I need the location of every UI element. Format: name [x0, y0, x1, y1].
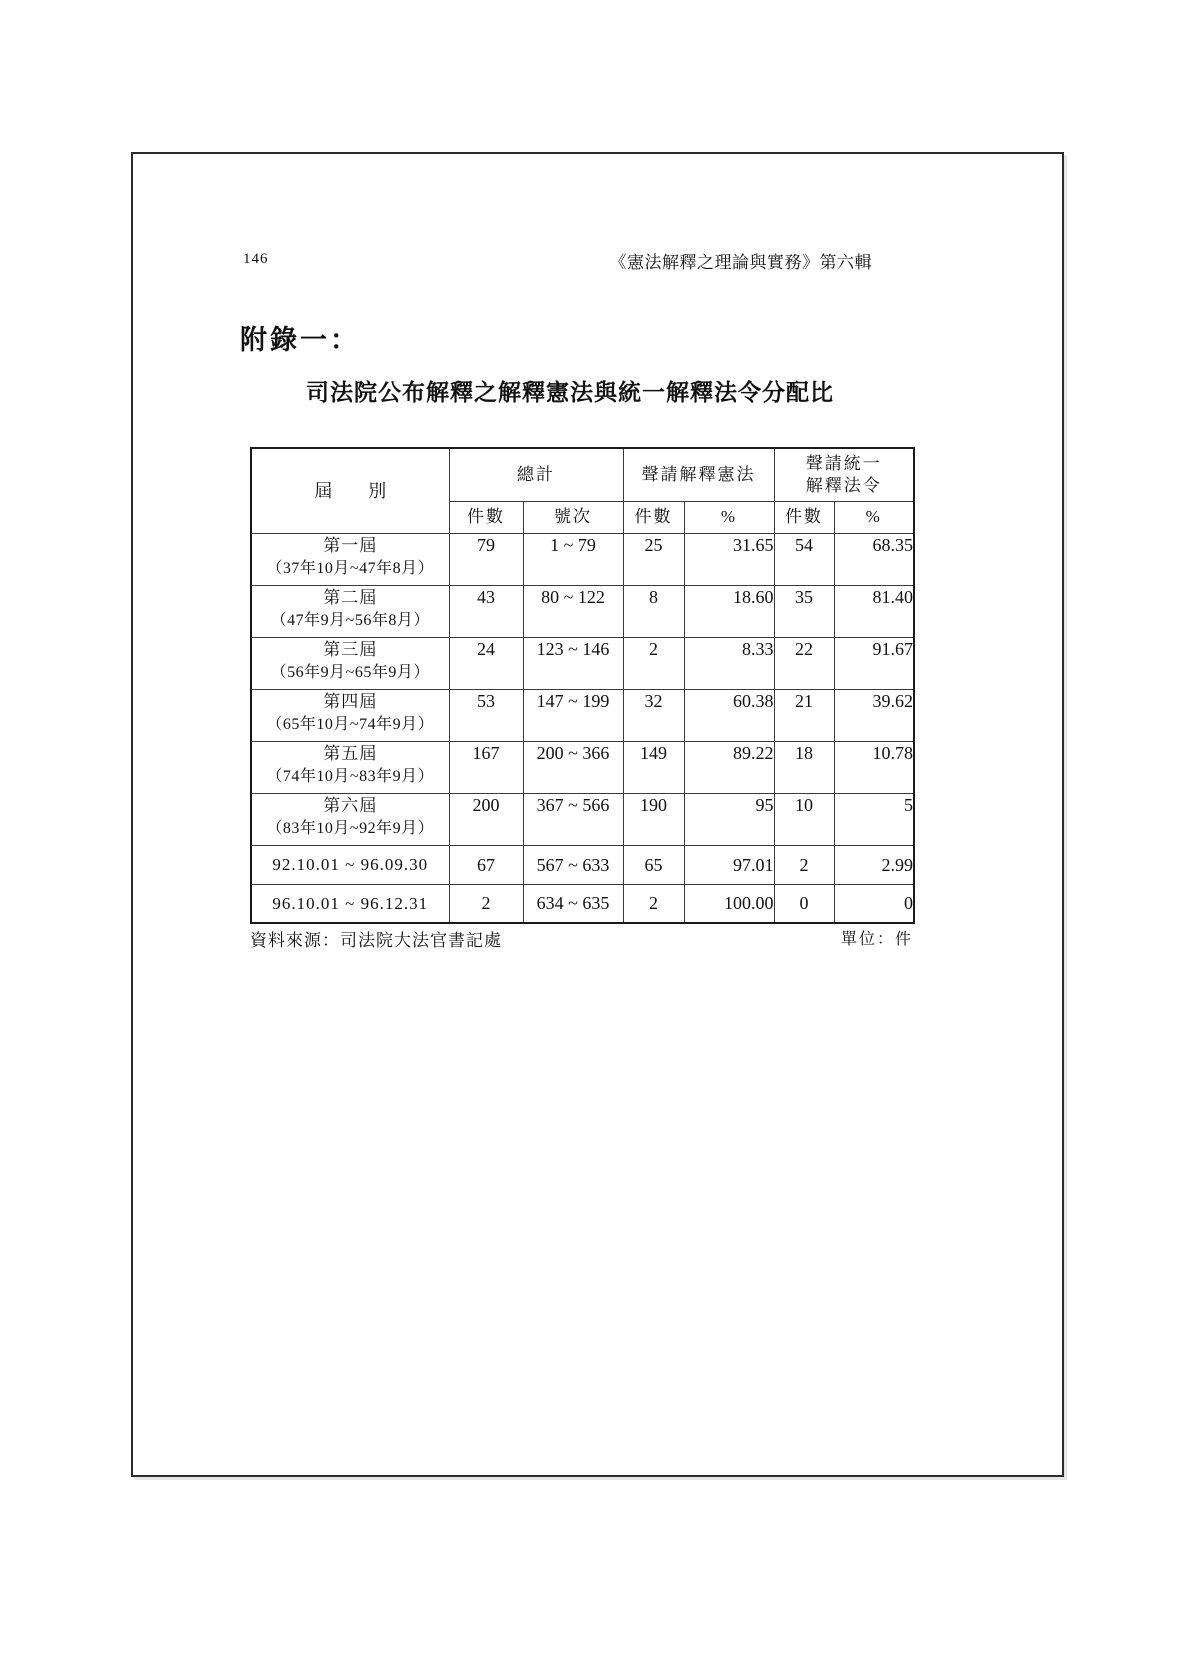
term-name: 第六屆: [323, 795, 378, 815]
term-period: （74年10月~83年9月）: [266, 767, 435, 785]
col-header-total: 總計: [449, 448, 623, 501]
const-count: 65: [623, 845, 684, 884]
col-header-total-count: 件數: [449, 501, 523, 533]
unified-percent: 68.35: [834, 533, 914, 585]
term-name: 第三屆: [323, 639, 378, 659]
total-count: 53: [449, 689, 523, 741]
source-note: 資料來源：司法院大法官書記處: [250, 931, 502, 951]
term-name: 第四屆: [323, 691, 378, 711]
total-count: 2: [449, 884, 523, 923]
table-row: [251, 533, 914, 585]
unified-count: 2: [774, 845, 834, 884]
const-count: 32: [623, 689, 684, 741]
term-period: （47年9月~56年8月）: [270, 611, 430, 629]
const-percent: 8.33: [684, 637, 774, 689]
table-row: [251, 585, 914, 637]
number-range: 200 ~ 366: [523, 741, 623, 793]
number-range: 123 ~ 146: [523, 637, 623, 689]
table-row: [251, 845, 914, 884]
number-range: 80 ~ 122: [523, 585, 623, 637]
unified-percent: 81.40: [834, 585, 914, 637]
const-percent: 18.60: [684, 585, 774, 637]
col-header-unified-percent: %: [834, 501, 914, 533]
total-count: 200: [449, 793, 523, 845]
unit-note: 單位：件: [840, 931, 913, 948]
const-count: 190: [623, 793, 684, 845]
unified-count: 21: [774, 689, 834, 741]
const-count: 25: [623, 533, 684, 585]
table-row: [251, 637, 914, 689]
term-name: 第二屆: [323, 587, 378, 607]
unified-percent: 10.78: [834, 741, 914, 793]
term-name: 第一屆: [323, 535, 378, 555]
term-name: 第五屆: [323, 743, 378, 763]
number-range: 1 ~ 79: [523, 533, 623, 585]
col-header-unified-count: 件數: [774, 501, 834, 533]
number-range: 147 ~ 199: [523, 689, 623, 741]
number-range: 367 ~ 566: [523, 793, 623, 845]
const-count: 2: [623, 884, 684, 923]
const-percent: 31.65: [684, 533, 774, 585]
term-period: （83年10月~92年9月）: [266, 819, 435, 837]
const-count: 2: [623, 637, 684, 689]
page-number: 146: [243, 251, 269, 267]
table-row: [251, 793, 914, 845]
unified-percent: 91.67: [834, 637, 914, 689]
unified-percent: 0: [834, 884, 914, 923]
total-count: 167: [449, 741, 523, 793]
col-header-range: 號次: [523, 501, 623, 533]
unified-percent: 39.62: [834, 689, 914, 741]
total-count: 79: [449, 533, 523, 585]
table-title: 司法院公布解釋之解釋憲法與統一解釋法令分配比: [306, 380, 834, 406]
col-header-constitution: 聲請解釋憲法: [623, 448, 774, 501]
unified-count: 10: [774, 793, 834, 845]
col-header-unified-line1: 聲請統一: [805, 453, 882, 473]
unified-count: 35: [774, 585, 834, 637]
const-percent: 100.00: [684, 884, 774, 923]
const-percent: 95: [684, 793, 774, 845]
const-percent: 60.38: [684, 689, 774, 741]
running-header: 《憲法解釋之理論與實務》第六輯: [609, 253, 872, 272]
total-count: 43: [449, 585, 523, 637]
term-name: 92.10.01 ~ 96.09.30: [272, 855, 429, 874]
unified-percent: 2.99: [834, 845, 914, 884]
col-header-const-percent: %: [684, 501, 774, 533]
const-count: 149: [623, 741, 684, 793]
const-percent: 97.01: [684, 845, 774, 884]
total-count: 24: [449, 637, 523, 689]
table-row: [251, 689, 914, 741]
number-range: 634 ~ 635: [523, 884, 623, 923]
term-name: 96.10.01 ~ 96.12.31: [272, 893, 429, 913]
const-count: 8: [623, 585, 684, 637]
col-header-const-count: 件數: [623, 501, 684, 533]
unified-count: 22: [774, 637, 834, 689]
table-row: [251, 884, 914, 923]
col-header-unified: [774, 448, 914, 501]
unified-count: 0: [774, 884, 834, 923]
term-period: （56年9月~65年9月）: [270, 663, 430, 681]
col-header-unified-line2: 解釋法令: [805, 475, 882, 495]
header-group-row: [251, 448, 914, 501]
table-row: [251, 741, 914, 793]
appendix-label: 附錄一：: [240, 325, 360, 356]
unified-count: 18: [774, 741, 834, 793]
number-range: 567 ~ 633: [523, 845, 623, 884]
term-period: （65年10月~74年9月）: [266, 715, 435, 733]
const-percent: 89.22: [684, 741, 774, 793]
distribution-table: [250, 447, 915, 924]
unified-percent: 5: [834, 793, 914, 845]
term-period: （37年10月~47年8月）: [266, 559, 435, 577]
col-header-term: 屆 別: [251, 448, 449, 533]
unified-count: 54: [774, 533, 834, 585]
total-count: 67: [449, 845, 523, 884]
